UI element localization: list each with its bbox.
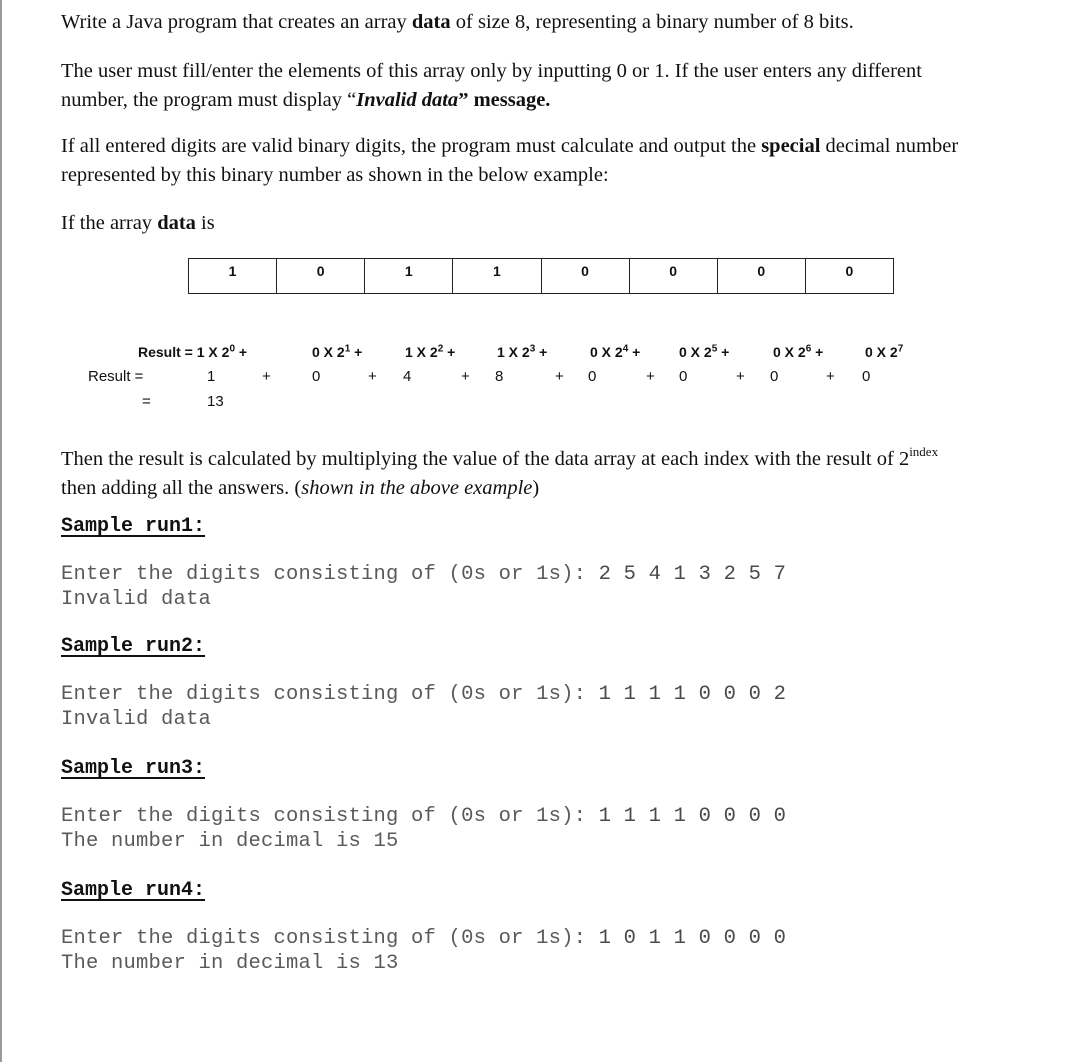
term-times: X 2: [872, 344, 898, 360]
term-exponent: 2: [437, 343, 444, 355]
plus-sign: +: [826, 368, 835, 385]
array-cell: 1: [365, 259, 453, 293]
text: Then the result is calculated by multiplying the value of the data array at each index with the result of 2: [61, 448, 910, 470]
text: then adding all the answers. (: [61, 477, 302, 499]
array-cell: 1: [453, 259, 541, 293]
bold-term-data: data: [157, 212, 196, 234]
sample-run-heading: Sample run1:: [61, 515, 206, 538]
example-value: 1: [207, 368, 216, 385]
text: decimal number: [820, 135, 959, 157]
sample-run-heading: Sample run2:: [61, 635, 206, 658]
sample-run-input-line: [61, 927, 786, 950]
text: Result =: [138, 344, 197, 360]
text: is: [195, 212, 215, 234]
term-times: X 2: [686, 344, 712, 360]
example-term: [590, 344, 640, 360]
sample-run-output: The number in decimal is 13: [61, 952, 399, 975]
text: represented by this binary number as shown in the below example:: [61, 164, 609, 186]
plus-sign: +: [555, 368, 564, 385]
text: Write a Java program that creates an array: [61, 11, 412, 33]
example-value: 0: [312, 368, 321, 385]
sample-run-input-line: [61, 683, 786, 706]
prompt-text: Enter the digits consisting of (0s or 1s):: [61, 805, 599, 828]
bold-term-data: data: [411, 11, 451, 33]
intro-paragraph-4: [61, 209, 1036, 238]
example-value: 8: [495, 368, 504, 385]
term-times: X 2: [597, 344, 623, 360]
term-suffix: +: [628, 344, 641, 360]
term-suffix: +: [717, 344, 730, 360]
example-term: [312, 344, 362, 360]
plus-sign: +: [262, 368, 271, 385]
intro-paragraph-3: [61, 132, 1036, 190]
equals-sign: =: [142, 393, 151, 410]
page-left-border: [0, 0, 2, 1062]
sample-run-output: The number in decimal is 15: [61, 830, 399, 853]
term-suffix: +: [811, 344, 824, 360]
example-value: 0: [588, 368, 597, 385]
term-suffix: +: [350, 344, 363, 360]
term-suffix: +: [535, 344, 548, 360]
term-suffix: +: [235, 344, 248, 360]
sample-run-output: Invalid data: [61, 588, 212, 611]
example-row2-label: Result =: [88, 368, 144, 385]
term-times: X 2: [319, 344, 345, 360]
array-cell: 0: [277, 259, 365, 293]
prompt-text: Enter the digits consisting of (0s or 1s):: [61, 683, 599, 706]
text: If all entered digits are valid binary digits, the program must calculate and output the: [61, 135, 762, 157]
term-coef: 1: [405, 344, 413, 360]
prompt-text: Enter the digits consisting of (0s or 1s):: [61, 563, 599, 586]
example-term: [865, 344, 903, 360]
term-coef: 1: [196, 344, 205, 360]
user-input: 1 1 1 1 0 0 0 2: [598, 683, 787, 706]
term-coef: 0: [312, 344, 320, 360]
example-row1-label: [138, 344, 247, 360]
plus-sign: +: [461, 368, 470, 385]
user-input: 1 0 1 1 0 0 0 0: [598, 927, 787, 950]
sample-run-heading: Sample run3:: [61, 757, 206, 780]
text: ): [532, 477, 540, 499]
array-cell: 0: [845, 263, 854, 279]
term-coef: 0: [773, 344, 781, 360]
term-coef: 1: [497, 344, 505, 360]
term-exponent: 5: [711, 343, 718, 355]
example-term: [773, 344, 823, 360]
plus-sign: +: [368, 368, 377, 385]
italic-note: shown in the above example: [301, 477, 533, 499]
example-value: 0: [770, 368, 779, 385]
sample-run-heading: Sample run4:: [61, 879, 206, 902]
array-cell: 1: [189, 259, 277, 293]
superscript-index: index: [909, 444, 939, 459]
array-data-table: [188, 258, 894, 294]
term-exponent: 4: [622, 343, 629, 355]
prompt-text: Enter the digits consisting of (0s or 1s):: [61, 927, 599, 950]
intro-paragraph-1: [61, 8, 1036, 37]
term-coef: 0: [590, 344, 598, 360]
term-exponent: 0: [229, 343, 236, 355]
text: If the array: [61, 212, 158, 234]
example-value: 0: [679, 368, 688, 385]
term-times: X 2: [204, 344, 230, 360]
sample-run-input-line: [61, 805, 786, 828]
array-cell: 0: [630, 259, 718, 293]
term-suffix: +: [443, 344, 456, 360]
term-coef: 0: [865, 344, 873, 360]
example-value: 4: [403, 368, 412, 385]
term-times: X 2: [504, 344, 530, 360]
user-input: 2 5 4 1 3 2 5 7: [598, 563, 787, 586]
sample-run-input-line: [61, 563, 786, 586]
explanation-paragraph: [61, 437, 1036, 503]
plus-sign: +: [736, 368, 745, 385]
example-term: [405, 344, 455, 360]
text: number, the program must display “: [61, 89, 357, 111]
example-result-value: 13: [207, 393, 224, 410]
term-exponent: 1: [344, 343, 351, 355]
term-exponent: 7: [897, 343, 904, 355]
example-term: [679, 344, 729, 360]
bold-term-special: special: [761, 135, 821, 157]
term-exponent: 3: [529, 343, 536, 355]
example-term: [497, 344, 547, 360]
text: The user must fill/enter the elements of this array only by inputting 0 or 1. If the user enters any different: [61, 60, 922, 82]
array-cell: 0: [718, 259, 806, 293]
user-input: 1 1 1 1 0 0 0 0: [598, 805, 787, 828]
array-cell: 0: [542, 259, 630, 293]
term-coef: 0: [679, 344, 687, 360]
text: of size 8, representing a binary number of 8 bits.: [450, 11, 854, 33]
example-value: 0: [862, 368, 871, 385]
invalid-data-message: Invalid data: [356, 89, 459, 111]
term-times: X 2: [412, 344, 438, 360]
sample-run-output: Invalid data: [61, 708, 212, 731]
term-exponent: 6: [805, 343, 812, 355]
plus-sign: +: [646, 368, 655, 385]
term-times: X 2: [780, 344, 806, 360]
text: ” message.: [458, 89, 551, 111]
intro-paragraph-2: [61, 57, 1036, 115]
